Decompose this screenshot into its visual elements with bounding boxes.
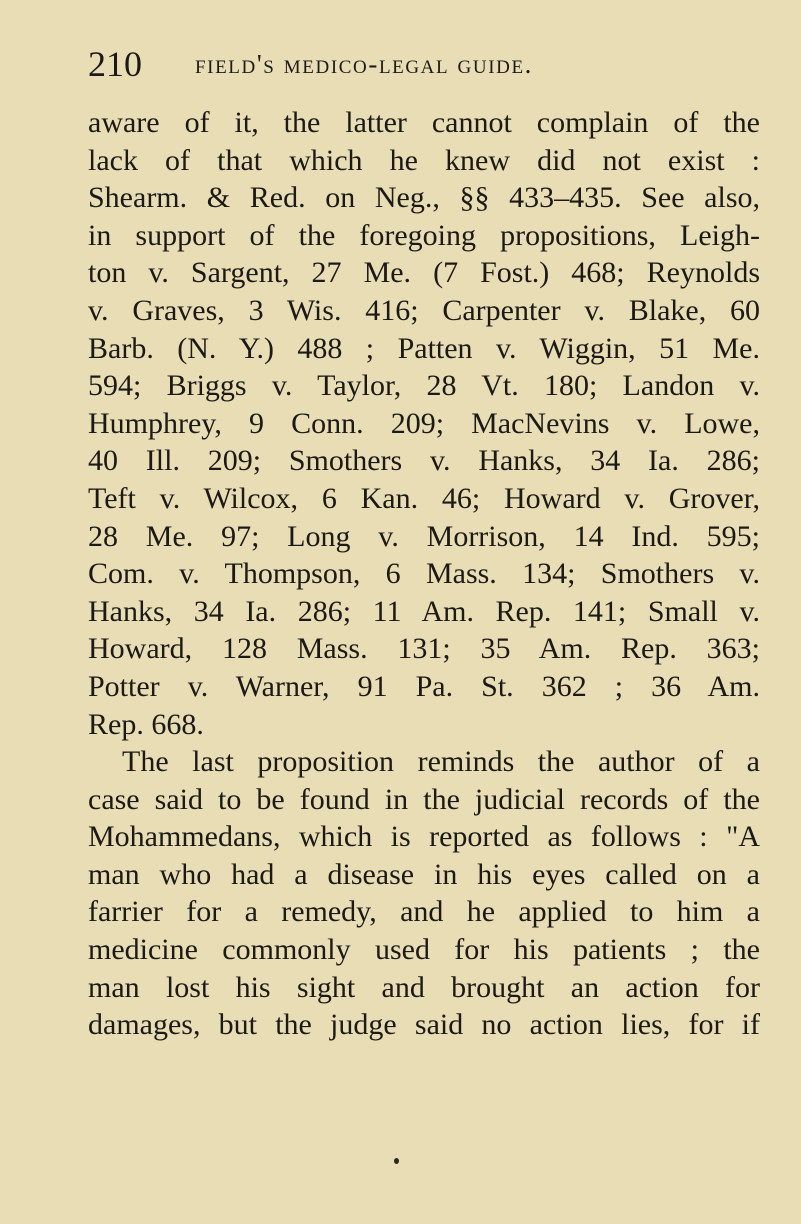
text-line: Barb. (N. Y.) 488 ; Patten v. Wiggin, 51 Me. [88, 331, 760, 365]
page-header [0, 38, 801, 90]
text-line: Howard, 128 Mass. 131; 35 Am. Rep. 363; [88, 632, 760, 666]
page-number: 210 [88, 44, 142, 84]
text-line: Rep. 668. [88, 707, 204, 741]
text-line: man who had a disease in his eyes called on a [88, 857, 760, 891]
ink-speck [394, 1158, 399, 1164]
text-line: 40 Ill. 209; Smothers v. Hanks, 34 Ia. 286; [88, 444, 760, 478]
text-line: 28 Me. 97; Long v. Morrison, 14 Ind. 595; [88, 519, 760, 553]
running-head: field's medico-legal guide. [195, 49, 533, 79]
text-line: Mohammedans, which is reported as follows : "A [88, 820, 760, 854]
text-line: Com. v. Thompson, 6 Mass. 134; Smothers v. [88, 557, 760, 591]
text-line: aware of it, the latter cannot complain of the [88, 106, 760, 139]
text-line: 594; Briggs v. Taylor, 28 Vt. 180; Landon v. [88, 369, 760, 403]
text-line: in support of the foregoing propositions, Leigh- [88, 218, 760, 252]
text-line: Teft v. Wilcox, 6 Kan. 46; Howard v. Grover, [88, 481, 760, 515]
text-line: Hanks, 34 Ia. 286; 11 Am. Rep. 141; Small v. [88, 594, 760, 628]
text-line: Shearm. & Red. on Neg., §§ 433–435. See also, [88, 181, 760, 215]
text-line: medicine commonly used for his patients ; the [88, 933, 760, 967]
text-line: ton v. Sargent, 27 Me. (7 Fost.) 468; Reynolds [88, 256, 760, 290]
text-line: lack of that which he knew did not exist : [88, 143, 760, 177]
text-line: case said to be found in the judicial records of the [88, 782, 760, 816]
body-text [88, 104, 760, 1044]
text-line: man lost his sight and brought an action for [88, 970, 760, 1004]
text-line: farrier for a remedy, and he applied to him a [88, 895, 760, 929]
text-line: v. Graves, 3 Wis. 416; Carpenter v. Blake, 60 [88, 293, 760, 327]
text-line: The last proposition reminds the author of a [122, 745, 760, 779]
text-line: damages, but the judge said no action lies, for if [88, 1008, 760, 1042]
text-line: Potter v. Warner, 91 Pa. St. 362 ; 36 Am. [88, 669, 760, 703]
text-line: Humphrey, 9 Conn. 209; MacNevins v. Lowe, [88, 406, 760, 440]
